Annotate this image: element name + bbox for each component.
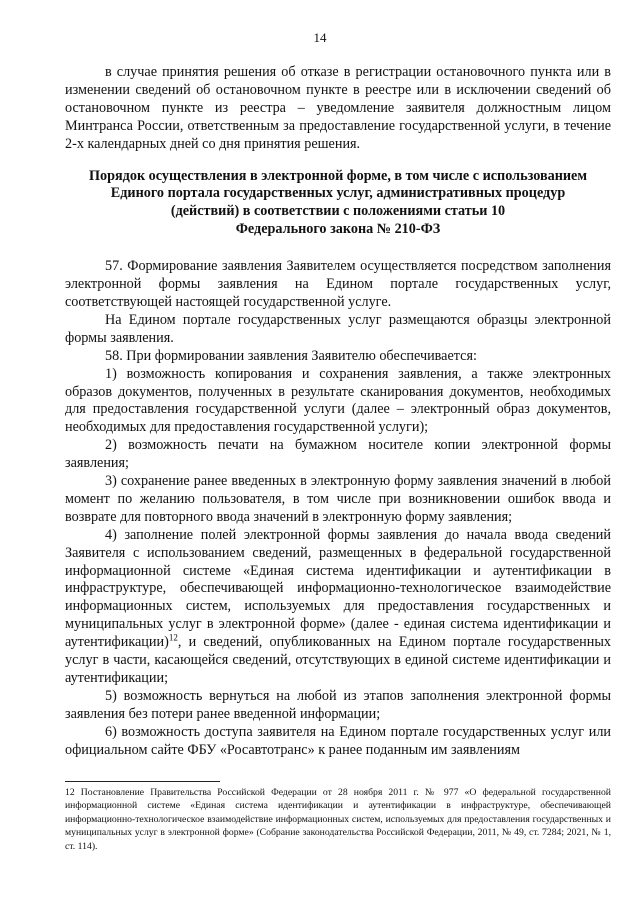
- paragraph-58: 58. При формировании заявления Заявителю обеспечивается:: [105, 347, 477, 364]
- list-item-1: 1) возможность копирования и сохранения заявления, а также электронных образов документов, полученных в результате сканирования документов, необходимых для предоставления государственной услуги (далее – электронный образ документов, необходимых для предоставления государственной услуги);: [65, 365, 611, 436]
- list-item-3: 3) сохранение ранее введенных в электронную форму заявления значений в любой момент по желанию пользователя, в том числе при возникновении ошибок ввода и возврате для повторного ввода значений в электронную форму заявления;: [65, 473, 611, 525]
- list-item-4-text-cont: , и сведений, опубликованных на Едином портале государственных услуг в части, касающейся сведений, отсутствующих в единой системе идентификации и аутентификации;: [65, 634, 611, 686]
- section-heading-line: Порядок осуществления в электронной форме, в том числе с использованием: [88, 167, 588, 184]
- list-item-4: [65, 527, 611, 688]
- section-heading: [65, 168, 611, 240]
- footnote-divider: [65, 781, 220, 782]
- list-item-4-text: 4) заполнение полей электронной формы заявления до начала ввода сведений Заявителя с использованием сведений, размещенных в федеральной государственной информационной системе «Единая система идентификации и аутентификации в инфраструктуре, обеспечивающей информационно-технологическое взаимодействие информационных систем, используемых для предоставления государственных и муниципальных услуг в электронной форме» (далее - единая система идентификации и аутентификации): [65, 526, 611, 651]
- paragraph-57-samples: На Едином портале государственных услуг размещаются образцы электронной формы заявления.: [65, 311, 611, 346]
- intro-paragraph: в случае принятия решения об отказе в регистрации остановочного пункта или в изменении сведений об остановочном пункте в реестре или в исключении сведений об остановочном пункте из реестра – уведомление заявителя должностным лицом Минтранса России, ответственным за предоставление государственной услуги, в течение 2-х календарных дней со дня принятия решения.: [65, 64, 611, 152]
- section-heading-line: Федерального закона № 210-ФЗ: [235, 221, 441, 238]
- list-item-5: 5) возможность вернуться на любой из этапов заполнения электронной формы заявления без потери ранее введенной информации;: [65, 687, 611, 722]
- document-body: [65, 64, 611, 760]
- paragraph-57: 57. Формирование заявления Заявителем осуществляется посредством заполнения электронной формы заявления на Едином портале государственных услуг, соответствующей настоящей государственной услуге.: [65, 258, 611, 310]
- list-item-6: 6) возможность доступа заявителя на Едином портале государственных услуг или официальном сайте ФБУ «Росавтотранс» к ранее поданным им заявлениям: [65, 723, 611, 758]
- section-heading-line: (действий) в соответствии с положениями статьи 10: [170, 203, 506, 220]
- page-number: 14: [313, 30, 327, 45]
- footnote-ref: 12: [168, 632, 178, 643]
- section-heading-line: Единого портала государственных услуг, административных процедур: [110, 185, 566, 202]
- footnote: 12 Постановление Правительства Российской Федерации от 28 ноября 2011 г. № 977 «О федеральной государственной информационной системе «Единая система идентификации и аутентификации в инфраструктуре, обеспечивающей информационно-технологическое взаимодействие информационных систем, используемых для предоставления государственных и муниципальных услуг в электронной форме» (Собрание законодательства Российской Федерации, 2011, № 49, ст. 7284; 2021, № 1, ст. 114).: [65, 787, 611, 852]
- list-item-2: 2) возможность печати на бумажном носителе копии электронной формы заявления;: [65, 437, 611, 472]
